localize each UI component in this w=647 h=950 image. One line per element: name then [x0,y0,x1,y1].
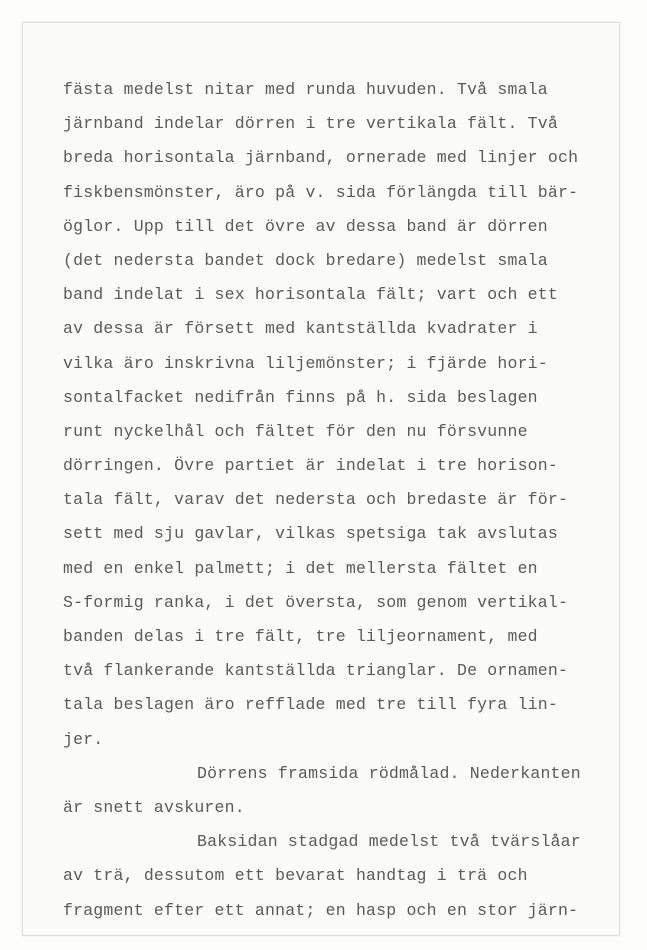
text-line: sett med sju gavlar, vilkas spetsiga tak avslutas [63,524,558,544]
text-line: med en enkel palmett; i det mellersta fältet en [63,558,538,578]
text-line: av trä, dessutom ett bevarat handtag i trä och [63,866,528,886]
text-line: band indelat i sex horisontala fält; vart och ett [63,285,558,305]
text-line: sontalfacket nedifrån finns på h. sida beslagen [63,387,538,407]
text-line: järnband indelar dörren i tre vertikala fält. Två [63,114,558,134]
paper-sheet [22,22,620,936]
text-line: jer. [63,729,104,749]
text-line: banden delas i tre fält, tre liljeornament, med [63,627,538,646]
text-line: (det nedersta bandet dock bredare) medelst smala [63,250,548,270]
text-line: tala beslagen äro refflade med tre till fyra lin- [63,695,558,715]
text-line: öglor. Upp till det övre av dessa band är dörren [63,216,548,236]
text-line: runt nyckelhål och fältet för den nu försvunne [63,421,528,441]
text-line: vilka äro inskrivna liljemönster; i fjärde hori- [63,353,548,373]
text-line: S-formig ranka, i det översta, som genom vertikal- [63,592,569,612]
text-line: är snett avskuren. [63,797,245,817]
text-line: två flankerande kantställda trianglar. De ornamen- [63,661,569,681]
text-line: fragment efter ett annat; en hasp och en stor järn- [63,900,579,920]
text-line: Baksidan stadgad medelst två tvärslåar [197,832,581,852]
text-line: dörringen. Övre partiet är indelat i tre horison- [63,456,558,476]
text-line: av dessa är försett med kantställda kvadrater i [63,319,538,339]
text-line: breda horisontala järnband, ornerade med linjer och [63,148,579,168]
text-line: Dörrens framsida rödmålad. Nederkanten [197,763,581,783]
typed-text-body [63,73,611,928]
text-line: fästa medelst nitar med runda huvuden. Två smala [63,80,548,99]
text-line: tala fält, varav det nedersta och bredaste är för- [63,490,569,510]
text-line: fiskbensmönster, äro på v. sida förlängda till bär- [63,182,579,202]
